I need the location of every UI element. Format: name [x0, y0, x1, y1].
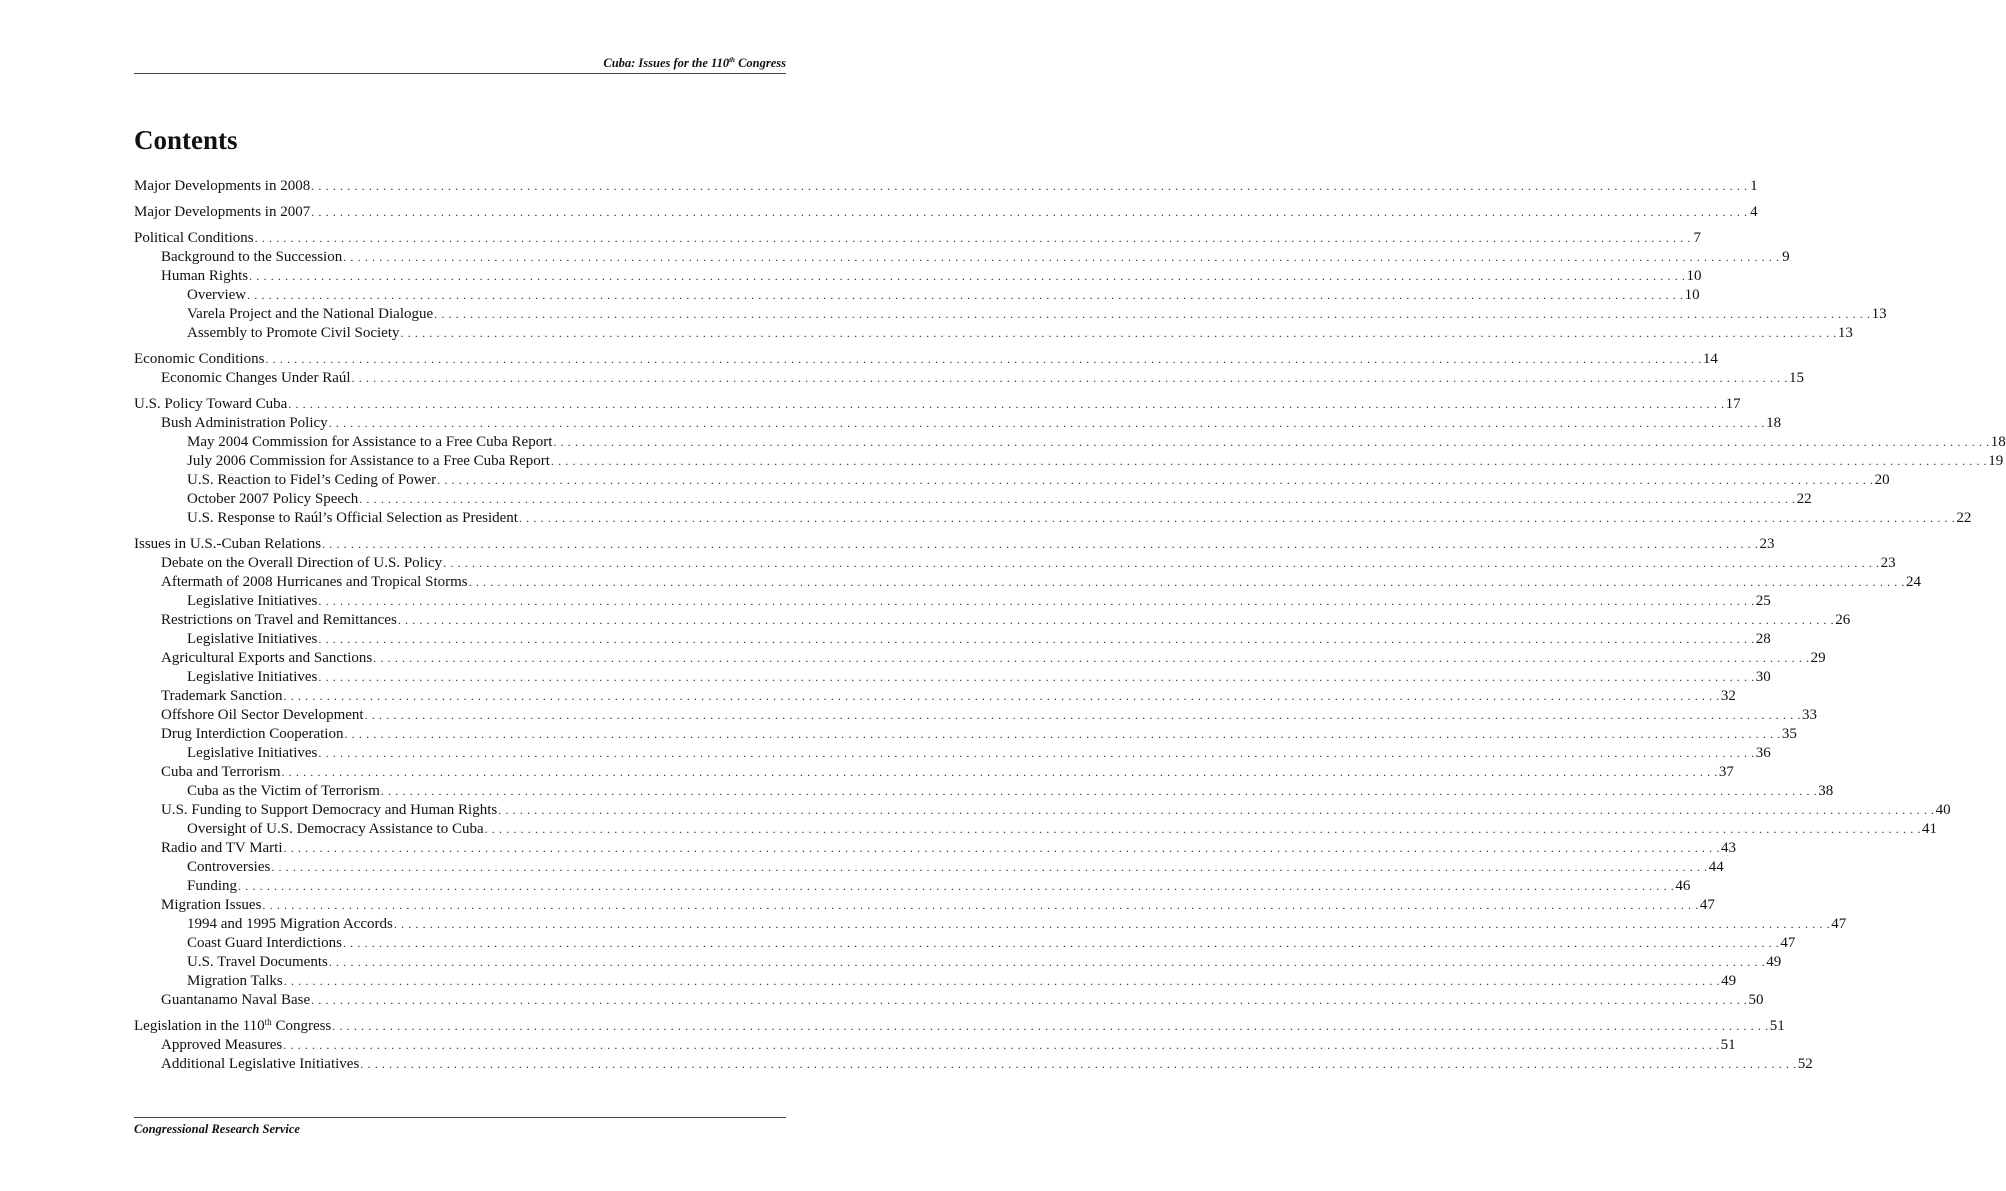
dot-leader: . . . . . . . . . . . . . . . . . . . . . . . . . . . . . . . . . . . . . . . . . . . . . . . . . . . . . . . . . . . . . . . . . . . . . . . . . . . . . . . . . . . . . . . . . . . . . . . . . . . . . . . . . . . . . . . . . . . . . . . . . . . . . . . . . . . . . . . . . . . . . . . . . . . . . . . . . . . . . . . . . . . . . . . . . . . . . . . . . . . . . . . . . . . . . . . . . . . . . . . .: [359, 492, 1796, 506]
toc-entry[interactable]: [134, 896, 1715, 915]
toc-entry-page-number: 28: [1755, 631, 1771, 647]
toc-entry-page-number: 44: [1708, 859, 1724, 875]
toc-entry-page-number: 32: [1720, 688, 1736, 704]
toc-entry-page-number: 38: [1818, 783, 1834, 799]
dot-leader: . . . . . . . . . . . . . . . . . . . . . . . . . . . . . . . . . . . . . . . . . . . . . . . . . . . . . . . . . . . . . . . . . . . . . . . . . . . . . . . . . . . . . . . . . . . . . . . . . . . . . . . . . . . . . . . . . . . . . . . . . . . . . . . . . . . . . . . . . . . . . . . . . . . . . . . . . . . . . . . . . . . . . . . . . . . . . . . . . . . . . . . . . . . . . . . . . . . . . . . .: [351, 371, 1788, 385]
toc-entry-page-number: 49: [1766, 954, 1782, 970]
dot-leader: . . . . . . . . . . . . . . . . . . . . . . . . . . . . . . . . . . . . . . . . . . . . . . . . . . . . . . . . . . . . . . . . . . . . . . . . . . . . . . . . . . . . . . . . . . . . . . . . . . . . . . . . . . . . . . . . . . . . . . . . . . . . . . . . . . . . . . . . . . . . . . . . . . . . . . . . . . . . . . . . . . . . . . . . . . . . . . . . . . . . . . . . . . . . . . . . . . . . . . . .: [318, 594, 1755, 608]
toc-entry-title: Major Developments in 2008: [134, 178, 311, 194]
toc-entry-page-number: 33: [1802, 707, 1817, 723]
toc-entry[interactable]: [134, 248, 1790, 267]
toc-entry-title: U.S. Travel Documents: [187, 954, 328, 970]
toc-entry[interactable]: [134, 324, 1853, 343]
toc-entry[interactable]: [134, 433, 2006, 452]
running-header-title: Cuba: Issues for the 110: [603, 56, 730, 70]
toc-entry[interactable]: [134, 369, 1804, 388]
toc-entry-title: U.S. Reaction to Fidel’s Ceding of Power: [187, 472, 437, 488]
toc-entry-page-number: 4: [1750, 204, 1758, 220]
dot-leader: . . . . . . . . . . . . . . . . . . . . . . . . . . . . . . . . . . . . . . . . . . . . . . . . . . . . . . . . . . . . . . . . . . . . . . . . . . . . . . . . . . . . . . . . . . . . . . . . . . . . . . . . . . . . . . . . . . . . . . . . . . . . . . . . . . . . . . . . . . . . . . . . . . . . . . . . . . . . . . . . . . . . . . . . . . . . . . . . . . . . . . . . . . . . . . . . . . . . . . . .: [318, 632, 1755, 646]
toc-entry-title: Issues in U.S.-Cuban Relations: [134, 536, 322, 552]
toc-entry-page-number: 36: [1755, 745, 1771, 761]
toc-entry[interactable]: [134, 934, 1796, 953]
toc-entry-title: Background to the Succession: [161, 249, 343, 265]
toc-entry-title: Assembly to Promote Civil Society: [187, 325, 400, 341]
toc-entry-title: U.S. Funding to Support Democracy and Human Rights: [161, 802, 498, 818]
dot-leader: . . . . . . . . . . . . . . . . . . . . . . . . . . . . . . . . . . . . . . . . . . . . . . . . . . . . . . . . . . . . . . . . . . . . . . . . . . . . . . . . . . . . . . . . . . . . . . . . . . . . . . . . . . . . . . . . . . . . . . . . . . . . . . . . . . . . . . . . . . . . . . . . . . . . . . . . . . . . . . . . . . . . . . . . . . . . . . . . . . . . . . . . . . . . . . . . . . . . . . . .: [518, 511, 1956, 525]
dot-leader: . . . . . . . . . . . . . . . . . . . . . . . . . . . . . . . . . . . . . . . . . . . . . . . . . . . . . . . . . . . . . . . . . . . . . . . . . . . . . . . . . . . . . . . . . . . . . . . . . . . . . . . . . . . . . . . . . . . . . . . . . . . . . . . . . . . . . . . . . . . . . . . . . . . . . . . . . . . . . . . . . . . . . . . . . . . . . . . . . . . . . . . . . . . . . . . . . . . . . . . .: [550, 454, 1988, 468]
dot-leader: . . . . . . . . . . . . . . . . . . . . . . . . . . . . . . . . . . . . . . . . . . . . . . . . . . . . . . . . . . . . . . . . . . . . . . . . . . . . . . . . . . . . . . . . . . . . . . . . . . . . . . . . . . . . . . . . . . . . . . . . . . . . . . . . . . . . . . . . . . . . . . . . . . . . . . . . . . . . . . . . . . . . . . . . . . . . . . . . . . . . . . . . . . . . . . . . . . . . . . . .: [484, 822, 1922, 836]
dot-leader: . . . . . . . . . . . . . . . . . . . . . . . . . . . . . . . . . . . . . . . . . . . . . . . . . . . . . . . . . . . . . . . . . . . . . . . . . . . . . . . . . . . . . . . . . . . . . . . . . . . . . . . . . . . . . . . . . . . . . . . . . . . . . . . . . . . . . . . . . . . . . . . . . . . . . . . . . . . . . . . . . . . . . . . . . . . . . . . . . . . . . . . . . . . . . . . . . . . . . . . .: [343, 250, 1780, 264]
toc-entry-page-number: 14: [1702, 351, 1718, 367]
toc-entry-title: Major Developments in 2007: [134, 204, 311, 220]
dot-leader: . . . . . . . . . . . . . . . . . . . . . . . . . . . . . . . . . . . . . . . . . . . . . . . . . . . . . . . . . . . . . . . . . . . . . . . . . . . . . . . . . . . . . . . . . . . . . . . . . . . . . . . . . . . . . . . . . . . . . . . . . . . . . . . . . . . . . . . . . . . . . . . . . . . . . . . . . . . . . . . . . . . . . . . . . . . . . . . . . . . . . . . . . . . . . . . . . . . . . . . .: [318, 746, 1755, 760]
toc-entry-page-number: 43: [1720, 840, 1736, 856]
dot-leader: . . . . . . . . . . . . . . . . . . . . . . . . . . . . . . . . . . . . . . . . . . . . . . . . . . . . . . . . . . . . . . . . . . . . . . . . . . . . . . . . . . . . . . . . . . . . . . . . . . . . . . . . . . . . . . . . . . . . . . . . . . . . . . . . . . . . . . . . . . . . . . . . . . . . . . . . . . . . . . . . . . . . . . . . . . . . . . . . . . . . . . . . . . . . . . . . . . . . . . . .: [364, 708, 1801, 722]
running-header-title-end: Congress: [734, 56, 786, 70]
dot-leader: . . . . . . . . . . . . . . . . . . . . . . . . . . . . . . . . . . . . . . . . . . . . . . . . . . . . . . . . . . . . . . . . . . . . . . . . . . . . . . . . . . . . . . . . . . . . . . . . . . . . . . . . . . . . . . . . . . . . . . . . . . . . . . . . . . . . . . . . . . . . . . . . . . . . . . . . . . . . . . . . . . . . . . . . . . . . . . . . . . . . . . . . . . . . . . . . . . . . . . . .: [283, 974, 1721, 988]
toc-entry-title: Overview: [187, 287, 247, 303]
toc-entry[interactable]: [134, 452, 2004, 471]
dot-leader: . . . . . . . . . . . . . . . . . . . . . . . . . . . . . . . . . . . . . . . . . . . . . . . . . . . . . . . . . . . . . . . . . . . . . . . . . . . . . . . . . . . . . . . . . . . . . . . . . . . . . . . . . . . . . . . . . . . . . . . . . . . . . . . . . . . . . . . . . . . . . . . . . . . . . . . . . . . . . . . . . . . . . . . . . . . . . . . . . . . . . . . . . . . . . . . . . . . . . . . .: [344, 727, 1781, 741]
toc-entry-page-number: 10: [1684, 287, 1700, 303]
toc-entry-page-number: 41: [1922, 821, 1938, 837]
toc-entry[interactable]: [134, 820, 1938, 839]
dot-leader: . . . . . . . . . . . . . . . . . . . . . . . . . . . . . . . . . . . . . . . . . . . . . . . . . . . . . . . . . . . . . . . . . . . . . . . . . . . . . . . . . . . . . . . . . . . . . . . . . . . . . . . . . . . . . . . . . . . . . . . . . . . . . . . . . . . . . . . . . . . . . . . . . . . . . . . . . . . . . . . . . . . . . . . . . . . . . . . . . . . . . . . . . . . . . . . . . . . . . . . .: [288, 397, 1725, 411]
dot-leader: . . . . . . . . . . . . . . . . . . . . . . . . . . . . . . . . . . . . . . . . . . . . . . . . . . . . . . . . . . . . . . . . . . . . . . . . . . . . . . . . . . . . . . . . . . . . . . . . . . . . . . . . . . . . . . . . . . . . . . . . . . . . . . . . . . . . . . . . . . . . . . . . . . . . . . . . . . . . . . . . . . . . . . . . . . . . . . . . . . . . . . . . . . . . . . . . . . . . . . . .: [283, 841, 1720, 855]
dot-leader: . . . . . . . . . . . . . . . . . . . . . . . . . . . . . . . . . . . . . . . . . . . . . . . . . . . . . . . . . . . . . . . . . . . . . . . . . . . . . . . . . . . . . . . . . . . . . . . . . . . . . . . . . . . . . . . . . . . . . . . . . . . . . . . . . . . . . . . . . . . . . . . . . . . . . . . . . . . . . . . . . . . . . . . . . . . . . . . . . . . . . . . . . . . . . . . . . . . . . . . .: [271, 860, 1708, 874]
dot-leader: . . . . . . . . . . . . . . . . . . . . . . . . . . . . . . . . . . . . . . . . . . . . . . . . . . . . . . . . . . . . . . . . . . . . . . . . . . . . . . . . . . . . . . . . . . . . . . . . . . . . . . . . . . . . . . . . . . . . . . . . . . . . . . . . . . . . . . . . . . . . . . . . . . . . . . . . . . . . . . . . . . . . . . . . . . . . . . . . . . . . . . . . . . . . . . . . . . . . . . . .: [318, 670, 1755, 684]
toc-entry-title: Coast Guard Interdictions: [187, 935, 342, 951]
toc-entry-page-number: 40: [1935, 802, 1951, 818]
toc-entry-page-number: 22: [1796, 491, 1812, 507]
toc-entry[interactable]: [134, 267, 1702, 286]
toc-entry[interactable]: [134, 229, 1701, 248]
dot-leader: . . . . . . . . . . . . . . . . . . . . . . . . . . . . . . . . . . . . . . . . . . . . . . . . . . . . . . . . . . . . . . . . . . . . . . . . . . . . . . . . . . . . . . . . . . . . . . . . . . . . . . . . . . . . . . . . . . . . . . . . . . . . . . . . . . . . . . . . . . . . . . . . . . . . . . . . . . . . . . . . . . . . . . . . . . . . . . . . . . . . . . . . . . . . . . . . . . . . . . . .: [443, 556, 1880, 570]
dot-leader: . . . . . . . . . . . . . . . . . . . . . . . . . . . . . . . . . . . . . . . . . . . . . . . . . . . . . . . . . . . . . . . . . . . . . . . . . . . . . . . . . . . . . . . . . . . . . . . . . . . . . . . . . . . . . . . . . . . . . . . . . . . . . . . . . . . . . . . . . . . . . . . . . . . . . . . . . . . . . . . . . . . . . . . . . . . . . . . . . . . . . . . . . . . . . . . . . . . . . . . .: [247, 288, 1684, 302]
dot-leader: . . . . . . . . . . . . . . . . . . . . . . . . . . . . . . . . . . . . . . . . . . . . . . . . . . . . . . . . . . . . . . . . . . . . . . . . . . . . . . . . . . . . . . . . . . . . . . . . . . . . . . . . . . . . . . . . . . . . . . . . . . . . . . . . . . . . . . . . . . . . . . . . . . . . . . . . . . . . . . . . . . . . . . . . . . . . . . . . . . . . . . . . . . . . . . . . . . . . . . . .: [249, 269, 1686, 283]
dot-leader: . . . . . . . . . . . . . . . . . . . . . . . . . . . . . . . . . . . . . . . . . . . . . . . . . . . . . . . . . . . . . . . . . . . . . . . . . . . . . . . . . . . . . . . . . . . . . . . . . . . . . . . . . . . . . . . . . . . . . . . . . . . . . . . . . . . . . . . . . . . . . . . . . . . . . . . . . . . . . . . . . . . . . . . . . . . . . . . . . . . . . . . . . . . . . . . . . . . . . . . .: [434, 307, 1871, 321]
toc-entry-page-number: 24: [1906, 574, 1922, 590]
toc-entry-title: Restrictions on Travel and Remittances: [161, 612, 397, 628]
toc-entry-page-number: 47: [1699, 897, 1715, 913]
toc-entry[interactable]: [134, 350, 1718, 369]
toc-entry[interactable]: [134, 286, 1700, 305]
toc-entry[interactable]: [134, 972, 1737, 991]
running-footer: [134, 1117, 786, 1137]
dot-leader: . . . . . . . . . . . . . . . . . . . . . . . . . . . . . . . . . . . . . . . . . . . . . . . . . . . . . . . . . . . . . . . . . . . . . . . . . . . . . . . . . . . . . . . . . . . . . . . . . . . . . . . . . . . . . . . . . . . . . . . . . . . . . . . . . . . . . . . . . . . . . . . . . . . . . . . . . . . . . . . . . . . . . . . . . . . . . . . . . . . . . . . . . . . . . . . . . . . . . . . .: [380, 784, 1818, 798]
toc-entry-page-number: 23: [1880, 555, 1896, 571]
toc-entry-title: May 2004 Commission for Assistance to a Free Cuba Report: [187, 434, 553, 450]
dot-leader: . . . . . . . . . . . . . . . . . . . . . . . . . . . . . . . . . . . . . . . . . . . . . . . . . . . . . . . . . . . . . . . . . . . . . . . . . . . . . . . . . . . . . . . . . . . . . . . . . . . . . . . . . . . . . . . . . . . . . . . . . . . . . . . . . . . . . . . . . . . . . . . . . . . . . . . . . . . . . . . . . . . . . . . . . . . . . . . . . . . . . . . . . . . . . . . . . . . . . . . .: [254, 231, 1691, 245]
dot-leader: . . . . . . . . . . . . . . . . . . . . . . . . . . . . . . . . . . . . . . . . . . . . . . . . . . . . . . . . . . . . . . . . . . . . . . . . . . . . . . . . . . . . . . . . . . . . . . . . . . . . . . . . . . . . . . . . . . . . . . . . . . . . . . . . . . . . . . . . . . . . . . . . . . . . . . . . . . . . . . . . . . . . . . . . . . . . . . . . . . . . . . . . . . . . . . . . . . . . . . . .: [265, 352, 1702, 366]
dot-leader: . . . . . . . . . . . . . . . . . . . . . . . . . . . . . . . . . . . . . . . . . . . . . . . . . . . . . . . . . . . . . . . . . . . . . . . . . . . . . . . . . . . . . . . . . . . . . . . . . . . . . . . . . . . . . . . . . . . . . . . . . . . . . . . . . . . . . . . . . . . . . . . . . . . . . . . . . . . . . . . . . . . . . . . . . . . . . . . . . . . . . . . . . . . . . . . . . . . . . . . .: [342, 936, 1780, 950]
toc-entry[interactable]: [134, 1055, 1813, 1074]
toc-entry-title: Economic Conditions: [134, 351, 265, 367]
toc-entry-title: U.S. Policy Toward Cuba: [134, 396, 288, 412]
dot-leader: . . . . . . . . . . . . . . . . . . . . . . . . . . . . . . . . . . . . . . . . . . . . . . . . . . . . . . . . . . . . . . . . . . . . . . . . . . . . . . . . . . . . . . . . . . . . . . . . . . . . . . . . . . . . . . . . . . . . . . . . . . . . . . . . . . . . . . . . . . . . . . . . . . . . . . . . . . . . . . . . . . . . . . . . . . . . . . . . . . . . . . . . . . . . . . . . . . . . . . . .: [498, 803, 1935, 817]
toc-entry[interactable]: [134, 471, 1890, 490]
page-title: Contents: [134, 125, 238, 155]
dot-leader: . . . . . . . . . . . . . . . . . . . . . . . . . . . . . . . . . . . . . . . . . . . . . . . . . . . . . . . . . . . . . . . . . . . . . . . . . . . . . . . . . . . . . . . . . . . . . . . . . . . . . . . . . . . . . . . . . . . . . . . . . . . . . . . . . . . . . . . . . . . . . . . . . . . . . . . . . . . . . . . . . . . . . . . . . . . . . . . . . . . . . . . . . . . . . . . . . . . . . . . .: [311, 179, 1748, 193]
toc-entry-title: July 2006 Commission for Assistance to a Free Cuba Report: [187, 453, 550, 469]
dot-leader: . . . . . . . . . . . . . . . . . . . . . . . . . . . . . . . . . . . . . . . . . . . . . . . . . . . . . . . . . . . . . . . . . . . . . . . . . . . . . . . . . . . . . . . . . . . . . . . . . . . . . . . . . . . . . . . . . . . . . . . . . . . . . . . . . . . . . . . . . . . . . . . . . . . . . . . . . . . . . . . . . . . . . . . . . . . . . . . . . . . . . . . . . . . . . . . . . . . . . . . .: [400, 326, 1837, 340]
toc-entry[interactable]: [134, 953, 1782, 972]
dot-leader: . . . . . . . . . . . . . . . . . . . . . . . . . . . . . . . . . . . . . . . . . . . . . . . . . . . . . . . . . . . . . . . . . . . . . . . . . . . . . . . . . . . . . . . . . . . . . . . . . . . . . . . . . . . . . . . . . . . . . . . . . . . . . . . . . . . . . . . . . . . . . . . . . . . . . . . . . . . . . . . . . . . . . . . . . . . . . . . . . . . . . . . . . . . . . . . . . . . . . . . .: [553, 435, 1990, 449]
toc-entry-page-number: 35: [1781, 726, 1797, 742]
toc-entry-page-number: 26: [1835, 612, 1851, 628]
table-of-contents: [134, 177, 2006, 1074]
toc-entry[interactable]: [134, 490, 1812, 509]
toc-entry-page-number: 49: [1721, 973, 1737, 989]
toc-entry-page-number: 20: [1874, 472, 1890, 488]
toc-entry-page-number: 47: [1831, 916, 1847, 932]
toc-entry-title: U.S. Response to Raúl’s Official Selection as President: [187, 510, 518, 526]
toc-entry-page-number: 13: [1837, 325, 1853, 341]
toc-entry-page-number: 37: [1718, 764, 1734, 780]
toc-entry[interactable]: [134, 877, 1691, 896]
toc-entry-title: Legislative Initiatives: [187, 669, 318, 685]
toc-entry[interactable]: [134, 611, 1851, 630]
toc-entry-title: Legislation in the 110th Congress: [134, 1017, 332, 1034]
dot-leader: . . . . . . . . . . . . . . . . . . . . . . . . . . . . . . . . . . . . . . . . . . . . . . . . . . . . . . . . . . . . . . . . . . . . . . . . . . . . . . . . . . . . . . . . . . . . . . . . . . . . . . . . . . . . . . . . . . . . . . . . . . . . . . . . . . . . . . . . . . . . . . . . . . . . . . . . . . . . . . . . . . . . . . . . . . . . . . . . . . . . . . . . . . . . . . . . . . . . . . . .: [311, 993, 1748, 1007]
toc-entry-title: Aftermath of 2008 Hurricanes and Tropical Storms: [161, 574, 468, 590]
toc-entry[interactable]: [134, 915, 1847, 934]
toc-entry[interactable]: [134, 573, 1922, 592]
toc-entry-title: Debate on the Overall Direction of U.S. Policy: [161, 555, 443, 571]
toc-entry-title: Funding: [187, 878, 238, 894]
toc-entry-page-number: 7: [1693, 230, 1701, 246]
dot-leader: . . . . . . . . . . . . . . . . . . . . . . . . . . . . . . . . . . . . . . . . . . . . . . . . . . . . . . . . . . . . . . . . . . . . . . . . . . . . . . . . . . . . . . . . . . . . . . . . . . . . . . . . . . . . . . . . . . . . . . . . . . . . . . . . . . . . . . . . . . . . . . . . . . . . . . . . . . . . . . . . . . . . . . . . . . . . . . . . . . . . . . . . . . . . . . . . . . . . . . . .: [373, 651, 1810, 665]
toc-entry[interactable]: [134, 687, 1736, 706]
toc-entry-title: Cuba and Terrorism: [161, 764, 281, 780]
toc-entry-page-number: 51: [1720, 1037, 1736, 1053]
toc-entry-page-number: 50: [1748, 992, 1764, 1008]
toc-entry-page-number: 18: [1766, 415, 1782, 431]
toc-entry-title: Offshore Oil Sector Development: [161, 707, 364, 723]
toc-entry[interactable]: [134, 1017, 1785, 1036]
toc-entry-page-number: 10: [1686, 268, 1702, 284]
toc-entry[interactable]: [134, 858, 1724, 877]
toc-entry-page-number: 30: [1755, 669, 1771, 685]
dot-leader: . . . . . . . . . . . . . . . . . . . . . . . . . . . . . . . . . . . . . . . . . . . . . . . . . . . . . . . . . . . . . . . . . . . . . . . . . . . . . . . . . . . . . . . . . . . . . . . . . . . . . . . . . . . . . . . . . . . . . . . . . . . . . . . . . . . . . . . . . . . . . . . . . . . . . . . . . . . . . . . . . . . . . . . . . . . . . . . . . . . . . . . . . . . . . . . . . . . . . . . .: [328, 416, 1766, 430]
toc-entry[interactable]: [134, 668, 1771, 687]
toc-entry-page-number: 17: [1725, 396, 1741, 412]
toc-entry[interactable]: [134, 630, 1771, 649]
toc-entry[interactable]: [134, 839, 1736, 858]
toc-entry[interactable]: [134, 1036, 1736, 1055]
dot-leader: . . . . . . . . . . . . . . . . . . . . . . . . . . . . . . . . . . . . . . . . . . . . . . . . . . . . . . . . . . . . . . . . . . . . . . . . . . . . . . . . . . . . . . . . . . . . . . . . . . . . . . . . . . . . . . . . . . . . . . . . . . . . . . . . . . . . . . . . . . . . . . . . . . . . . . . . . . . . . . . . . . . . . . . . . . . . . . . . . . . . . . . . . . . . . . . . . . . . . . . .: [360, 1057, 1797, 1071]
toc-entry-title: Human Rights: [161, 268, 249, 284]
toc-entry-title: Migration Issues: [161, 897, 262, 913]
dot-leader: . . . . . . . . . . . . . . . . . . . . . . . . . . . . . . . . . . . . . . . . . . . . . . . . . . . . . . . . . . . . . . . . . . . . . . . . . . . . . . . . . . . . . . . . . . . . . . . . . . . . . . . . . . . . . . . . . . . . . . . . . . . . . . . . . . . . . . . . . . . . . . . . . . . . . . . . . . . . . . . . . . . . . . . . . . . . . . . . . . . . . . . . . . . . . . . . . . . . . . . .: [393, 917, 1831, 931]
toc-entry-title: Varela Project and the National Dialogue: [187, 306, 434, 322]
toc-entry-title: Approved Measures: [161, 1037, 283, 1053]
toc-entry-page-number: 22: [1956, 510, 1972, 526]
toc-entry[interactable]: [134, 991, 1764, 1010]
toc-entry[interactable]: [134, 592, 1771, 611]
toc-entry-page-number: 29: [1810, 650, 1826, 666]
toc-entry-title: Bush Administration Policy: [161, 415, 328, 431]
toc-entry-title: Trademark Sanction: [161, 688, 283, 704]
dot-leader: . . . . . . . . . . . . . . . . . . . . . . . . . . . . . . . . . . . . . . . . . . . . . . . . . . . . . . . . . . . . . . . . . . . . . . . . . . . . . . . . . . . . . . . . . . . . . . . . . . . . . . . . . . . . . . . . . . . . . . . . . . . . . . . . . . . . . . . . . . . . . . . . . . . . . . . . . . . . . . . . . . . . . . . . . . . . . . . . . . . . . . . . . . . . . . . . . . . . . . . .: [238, 879, 1675, 893]
toc-entry-page-number: 46: [1675, 878, 1691, 894]
toc-entry-title: 1994 and 1995 Migration Accords: [187, 916, 393, 932]
toc-entry-page-number: 18: [1990, 434, 2006, 450]
toc-entry-title: Legislative Initiatives: [187, 631, 318, 647]
toc-entry[interactable]: [134, 203, 1758, 222]
toc-entry[interactable]: [134, 649, 1826, 668]
toc-entry-title: Oversight of U.S. Democracy Assistance to Cuba: [187, 821, 484, 837]
toc-entry[interactable]: [134, 554, 1896, 573]
dot-leader: . . . . . . . . . . . . . . . . . . . . . . . . . . . . . . . . . . . . . . . . . . . . . . . . . . . . . . . . . . . . . . . . . . . . . . . . . . . . . . . . . . . . . . . . . . . . . . . . . . . . . . . . . . . . . . . . . . . . . . . . . . . . . . . . . . . . . . . . . . . . . . . . . . . . . . . . . . . . . . . . . . . . . . . . . . . . . . . . . . . . . . . . . . . . . . . . . . . . . . . .: [322, 537, 1759, 551]
toc-entry-title: Migration Talks: [187, 973, 283, 989]
toc-entry[interactable]: [134, 509, 1972, 528]
toc-entry-page-number: 15: [1788, 370, 1804, 386]
toc-entry-page-number: 23: [1759, 536, 1775, 552]
dot-leader: . . . . . . . . . . . . . . . . . . . . . . . . . . . . . . . . . . . . . . . . . . . . . . . . . . . . . . . . . . . . . . . . . . . . . . . . . . . . . . . . . . . . . . . . . . . . . . . . . . . . . . . . . . . . . . . . . . . . . . . . . . . . . . . . . . . . . . . . . . . . . . . . . . . . . . . . . . . . . . . . . . . . . . . . . . . . . . . . . . . . . . . . . . . . . . . . . . . . . . . .: [283, 689, 1720, 703]
dot-leader: . . . . . . . . . . . . . . . . . . . . . . . . . . . . . . . . . . . . . . . . . . . . . . . . . . . . . . . . . . . . . . . . . . . . . . . . . . . . . . . . . . . . . . . . . . . . . . . . . . . . . . . . . . . . . . . . . . . . . . . . . . . . . . . . . . . . . . . . . . . . . . . . . . . . . . . . . . . . . . . . . . . . . . . . . . . . . . . . . . . . . . . . . . . . . . . . . . . . . . . .: [397, 613, 1835, 627]
toc-entry[interactable]: [134, 801, 1951, 820]
toc-entry-title: Controversies: [187, 859, 271, 875]
toc-entry-title: Additional Legislative Initiatives: [161, 1056, 360, 1072]
toc-entry-page-number: 13: [1871, 306, 1887, 322]
toc-entry-page-number: 47: [1780, 935, 1796, 951]
toc-entry-title: Political Conditions: [134, 230, 254, 246]
toc-entry[interactable]: [134, 305, 1887, 324]
running-header-ordinal: th: [729, 56, 735, 64]
toc-entry-page-number: 9: [1782, 249, 1790, 265]
toc-entry[interactable]: [134, 706, 1817, 725]
toc-entry-title: Legislative Initiatives: [187, 593, 318, 609]
dot-leader: . . . . . . . . . . . . . . . . . . . . . . . . . . . . . . . . . . . . . . . . . . . . . . . . . . . . . . . . . . . . . . . . . . . . . . . . . . . . . . . . . . . . . . . . . . . . . . . . . . . . . . . . . . . . . . . . . . . . . . . . . . . . . . . . . . . . . . . . . . . . . . . . . . . . . . . . . . . . . . . . . . . . . . . . . . . . . . . . . . . . . . . . . . . . . . . . . . . . . . . .: [311, 205, 1748, 219]
dot-leader: . . . . . . . . . . . . . . . . . . . . . . . . . . . . . . . . . . . . . . . . . . . . . . . . . . . . . . . . . . . . . . . . . . . . . . . . . . . . . . . . . . . . . . . . . . . . . . . . . . . . . . . . . . . . . . . . . . . . . . . . . . . . . . . . . . . . . . . . . . . . . . . . . . . . . . . . . . . . . . . . . . . . . . . . . . . . . . . . . . . . . . . . . . . . . . . . . . . . . . . .: [332, 1019, 1769, 1033]
toc-entry-page-number: 25: [1755, 593, 1771, 609]
toc-entry-title: Agricultural Exports and Sanctions: [161, 650, 373, 666]
footer-publisher: Congressional Research Service: [134, 1122, 300, 1136]
toc-entry-title: Legislative Initiatives: [187, 745, 318, 761]
toc-entry-title: Guantanamo Naval Base: [161, 992, 311, 1008]
dot-leader: . . . . . . . . . . . . . . . . . . . . . . . . . . . . . . . . . . . . . . . . . . . . . . . . . . . . . . . . . . . . . . . . . . . . . . . . . . . . . . . . . . . . . . . . . . . . . . . . . . . . . . . . . . . . . . . . . . . . . . . . . . . . . . . . . . . . . . . . . . . . . . . . . . . . . . . . . . . . . . . . . . . . . . . . . . . . . . . . . . . . . . . . . . . . . . . . . . . . . . . .: [328, 955, 1766, 969]
toc-entry[interactable]: [134, 782, 1834, 801]
dot-leader: . . . . . . . . . . . . . . . . . . . . . . . . . . . . . . . . . . . . . . . . . . . . . . . . . . . . . . . . . . . . . . . . . . . . . . . . . . . . . . . . . . . . . . . . . . . . . . . . . . . . . . . . . . . . . . . . . . . . . . . . . . . . . . . . . . . . . . . . . . . . . . . . . . . . . . . . . . . . . . . . . . . . . . . . . . . . . . . . . . . . . . . . . . . . . . . . . . . . . . . .: [437, 473, 1874, 487]
toc-entry[interactable]: [134, 414, 1782, 433]
dot-leader: . . . . . . . . . . . . . . . . . . . . . . . . . . . . . . . . . . . . . . . . . . . . . . . . . . . . . . . . . . . . . . . . . . . . . . . . . . . . . . . . . . . . . . . . . . . . . . . . . . . . . . . . . . . . . . . . . . . . . . . . . . . . . . . . . . . . . . . . . . . . . . . . . . . . . . . . . . . . . . . . . . . . . . . . . . . . . . . . . . . . . . . . . . . . . . . . . . . . . . . .: [281, 765, 1718, 779]
toc-entry[interactable]: [134, 744, 1771, 763]
dot-leader: . . . . . . . . . . . . . . . . . . . . . . . . . . . . . . . . . . . . . . . . . . . . . . . . . . . . . . . . . . . . . . . . . . . . . . . . . . . . . . . . . . . . . . . . . . . . . . . . . . . . . . . . . . . . . . . . . . . . . . . . . . . . . . . . . . . . . . . . . . . . . . . . . . . . . . . . . . . . . . . . . . . . . . . . . . . . . . . . . . . . . . . . . . . . . . . . . . . . . . . .: [468, 575, 1906, 589]
toc-entry[interactable]: [134, 177, 1758, 196]
toc-entry-page-number: 1: [1750, 178, 1758, 194]
toc-entry-title: October 2007 Policy Speech: [187, 491, 359, 507]
toc-entry-page-number: 52: [1797, 1056, 1813, 1072]
toc-entry[interactable]: [134, 725, 1797, 744]
toc-entry-title: Cuba as the Victim of Terrorism: [187, 783, 380, 799]
toc-entry[interactable]: [134, 395, 1741, 414]
toc-entry-title: Radio and TV Marti: [161, 840, 283, 856]
toc-entry-title: Drug Interdiction Cooperation: [161, 726, 344, 742]
toc-entry-page-number: 19: [1988, 453, 2004, 469]
toc-entry[interactable]: [134, 535, 1775, 554]
dot-leader: . . . . . . . . . . . . . . . . . . . . . . . . . . . . . . . . . . . . . . . . . . . . . . . . . . . . . . . . . . . . . . . . . . . . . . . . . . . . . . . . . . . . . . . . . . . . . . . . . . . . . . . . . . . . . . . . . . . . . . . . . . . . . . . . . . . . . . . . . . . . . . . . . . . . . . . . . . . . . . . . . . . . . . . . . . . . . . . . . . . . . . . . . . . . . . . . . . . . . . . .: [283, 1038, 1720, 1052]
dot-leader: . . . . . . . . . . . . . . . . . . . . . . . . . . . . . . . . . . . . . . . . . . . . . . . . . . . . . . . . . . . . . . . . . . . . . . . . . . . . . . . . . . . . . . . . . . . . . . . . . . . . . . . . . . . . . . . . . . . . . . . . . . . . . . . . . . . . . . . . . . . . . . . . . . . . . . . . . . . . . . . . . . . . . . . . . . . . . . . . . . . . . . . . . . . . . . . . . . . . . . . .: [262, 898, 1699, 912]
running-header: [134, 56, 786, 74]
toc-entry[interactable]: [134, 763, 1734, 782]
toc-entry-title: Economic Changes Under Raúl: [161, 370, 351, 386]
toc-entry-page-number: 51: [1769, 1018, 1785, 1034]
